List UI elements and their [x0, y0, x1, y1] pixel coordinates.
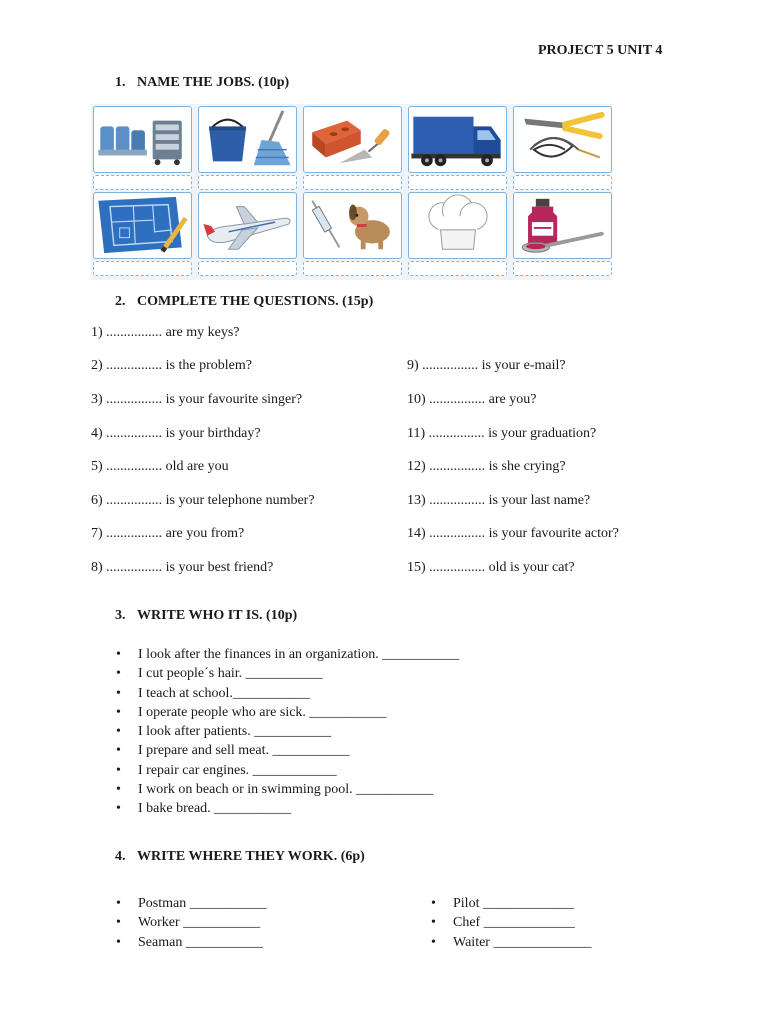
section-2-number: 2.	[115, 294, 126, 309]
jobs-picture-grid	[91, 104, 612, 280]
blueprint-pencil-icon	[93, 192, 192, 259]
section-3-number: 3.	[115, 608, 126, 623]
list-item: • I bake bread. ___________	[138, 799, 459, 818]
list-item: • Waiter ______________	[453, 933, 591, 952]
answer-box-9[interactable]	[408, 261, 507, 276]
chef-hat-icon	[408, 192, 507, 259]
list-item: • Chef _____________	[453, 913, 591, 932]
pliers-cable-icon	[513, 106, 612, 173]
list-item: • I look after patients. ___________	[138, 722, 459, 741]
question-12: 12) ................ is she crying?	[407, 459, 566, 474]
question-1: 1) ................ are my keys?	[91, 325, 240, 340]
where-they-work-list-right	[453, 894, 591, 952]
bucket-mop-icon	[198, 106, 297, 173]
section-1-number: 1.	[115, 75, 126, 90]
question-14: 14) ................ is your favourite actor?	[407, 526, 619, 541]
list-item: • Pilot _____________	[453, 894, 591, 913]
list-item: • I prepare and sell meat. ___________	[138, 741, 459, 760]
section-4-title	[115, 849, 365, 865]
who-it-is-list	[138, 645, 459, 819]
medicine-spoon-icon	[513, 192, 612, 259]
section-4-number: 4.	[115, 849, 126, 864]
section-1-text: NAME THE JOBS. (10p)	[137, 75, 290, 90]
section-3-title	[115, 608, 297, 624]
where-they-work-list-left	[138, 894, 267, 952]
question-7: 7) ................ are you from?	[91, 526, 245, 541]
airplane-seats-trolley-icon	[93, 106, 192, 173]
brick-trowel-icon	[303, 106, 402, 173]
airplane-icon	[198, 192, 297, 259]
question-6: 6) ................ is your telephone number?	[91, 493, 315, 508]
question-3: 3) ................ is your favourite singer?	[91, 392, 303, 407]
question-8: 8) ................ is your best friend?	[91, 560, 274, 575]
answer-box-5[interactable]	[513, 175, 612, 190]
section-2-title	[115, 294, 373, 310]
answer-box-3[interactable]	[303, 175, 402, 190]
section-4-text: WRITE WHERE THEY WORK. (6p)	[137, 849, 365, 864]
question-5: 5) ................ old are you	[91, 459, 229, 474]
list-item: • Postman ___________	[138, 894, 267, 913]
list-item: • I repair car engines. ____________	[138, 761, 459, 780]
syringe-dog-icon	[303, 192, 402, 259]
question-11: 11) ................ is your graduation?	[407, 426, 597, 441]
truck-icon	[408, 106, 507, 173]
answer-box-6[interactable]	[93, 261, 192, 276]
page-header: PROJECT 5 UNIT 4	[538, 43, 663, 58]
answer-box-8[interactable]	[303, 261, 402, 276]
question-10: 10) ................ are you?	[407, 392, 537, 407]
list-item: • I cut people´s hair. ___________	[138, 664, 459, 683]
section-1-title	[115, 75, 289, 91]
answer-box-7[interactable]	[198, 261, 297, 276]
answer-box-10[interactable]	[513, 261, 612, 276]
list-item: • Seaman ___________	[138, 933, 267, 952]
list-item: • Worker ___________	[138, 913, 267, 932]
question-9: 9) ................ is your e-mail?	[407, 358, 566, 373]
section-3-text: WRITE WHO IT IS. (10p)	[137, 608, 298, 623]
section-2-text: COMPLETE THE QUESTIONS. (15p)	[137, 294, 374, 309]
question-4: 4) ................ is your birthday?	[91, 426, 261, 441]
list-item: • I look after the finances in an organization. ___________	[138, 645, 459, 664]
answer-box-1[interactable]	[93, 175, 192, 190]
answer-box-2[interactable]	[198, 175, 297, 190]
question-13: 13) ................ is your last name?	[407, 493, 591, 508]
list-item: • I teach at school.___________	[138, 684, 459, 703]
answer-box-4[interactable]	[408, 175, 507, 190]
list-item: • I work on beach or in swimming pool. ___________	[138, 780, 459, 799]
question-15: 15) ................ old is your cat?	[407, 560, 575, 575]
question-2: 2) ................ is the problem?	[91, 358, 252, 373]
list-item: • I operate people who are sick. ___________	[138, 703, 459, 722]
